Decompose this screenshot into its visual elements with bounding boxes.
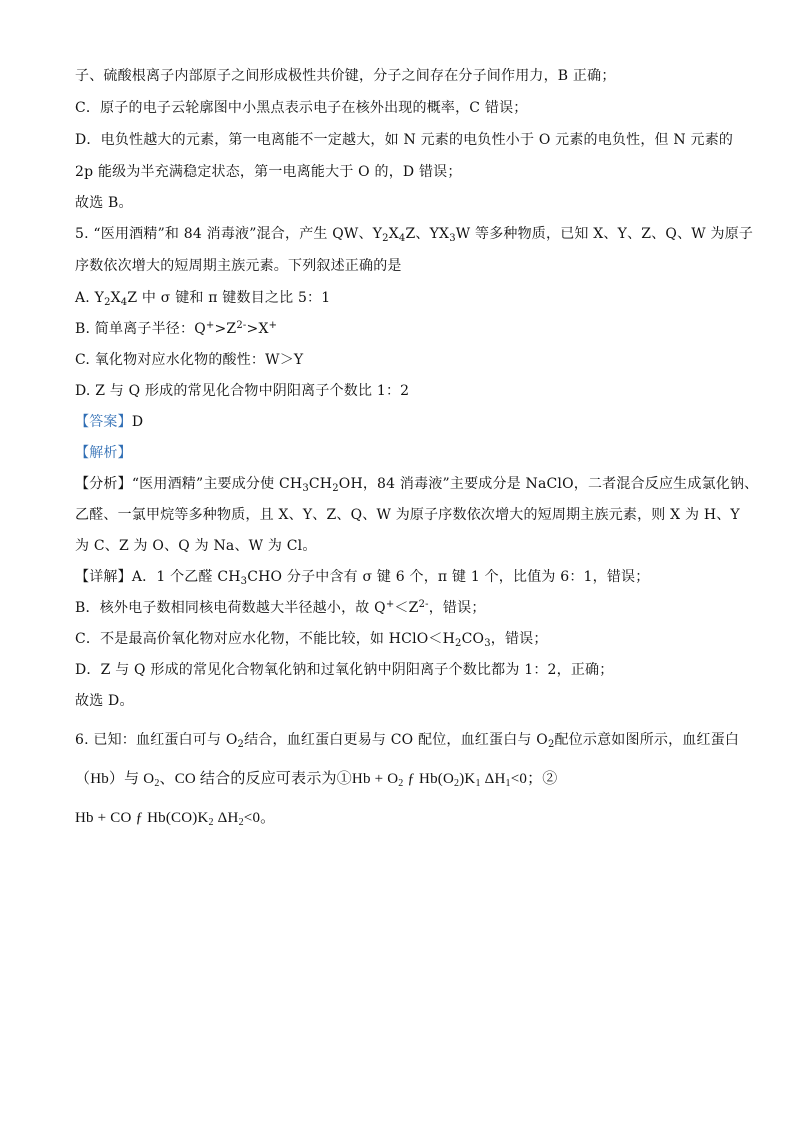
text: 故选 D。 [75,693,134,709]
text: ΔH [213,810,239,826]
subscript: 3 [449,233,456,244]
text: CH [308,476,333,492]
subscript: 3 [484,638,491,649]
text-line [75,130,733,150]
text: 6. 已知：血红蛋白可与 O [75,732,238,748]
subscript: 2 [208,817,214,828]
text-line [75,505,740,525]
answer-tag: 【答案】 [75,414,132,430]
subscript: 2 [382,233,389,244]
text: ，错误； [490,631,548,647]
xiangjie-tag: 【详解】 [75,569,132,585]
text: C. 氧化物对应水化物的酸性：W＞Y [75,352,304,368]
text: CO [461,631,485,647]
question-5-stem: 5. “医用酒精”和 84 消毒液”混合，产生 QW、$Y_2X_4Z$、$YX_3W$ 等多种物质，已知 X、Y、Z、Q、W 为原子 [75,226,754,244]
text: ＜ [394,600,409,616]
text: 序数依次增大的短周期主族元素。下列叙述正确的是 [75,258,402,274]
text-line [75,256,402,276]
superscript: 2- [236,320,247,331]
text: “医用酒精”主要成分使 CH [131,476,303,492]
subscript: 2 [454,778,460,789]
subscript: 4 [120,297,128,308]
analysis-heading [75,443,132,463]
text: )K [459,771,476,787]
text-line [75,629,548,649]
text: Z 中 σ 键和 π 键数目之比 5：1 [127,290,331,306]
equation-line [75,769,557,789]
text: Z [226,321,237,337]
text: 2p 能级为半充满稳定状态，第一电离能大于 O 的，D 错误； [75,164,462,180]
text: Z [408,600,419,616]
text: Z、YX [405,226,450,242]
text-line [75,193,133,213]
subscript: 1 [475,778,481,789]
text: D．电负性越大的元素，第一电离能不一定越大，如 N 元素的电负性小于 O 元素的电负性，但 N 元素的 [75,132,734,148]
subscript: 4 [398,233,406,244]
option-a: A. $Y_2X_4Z$ 中 σ 键和 π 键数目之比 5：1 [75,290,331,308]
text: D．Z 与 Q 形成的常见化合物氧化钠和过氧化钠中阴阳离子个数比都为 1：2，正确； [75,662,614,678]
text: B．核外电子数相同核电荷数越大半径越小，故 Q [75,600,386,616]
text: Hb + CO ƒ Hb(CO)K [75,810,209,826]
text-line [75,536,317,556]
text: 结合，血红蛋白更易与 CO 配位，血红蛋白与 O [244,732,548,748]
text: <0；② [510,771,558,787]
subscript: 2 [455,638,462,649]
subscript: 2 [398,778,404,789]
subscript: 2 [332,483,339,494]
answer-line [75,412,143,432]
superscript: + [385,599,395,610]
option-c [75,350,303,370]
text: 5. “医用酒精”和 84 消毒液”混合，产生 QW、Y [75,226,383,242]
text: CHO 分子中含有 σ 键 6 个，π 键 1 个，比值为 6：1，错误； [247,569,650,585]
text: ΔH [480,771,506,787]
text: <0。 [243,810,276,826]
equation-line [75,808,275,828]
text: ƒ Hb(O [403,771,455,787]
text-line [75,691,134,711]
option-d [75,381,409,401]
text: 子、硫酸根离子内部原子之间形成极性共价键，分子之间存在分子间作用力，B 正确； [75,68,616,84]
text: 配位示意如图所示，血红蛋白 [554,732,740,748]
superscript: + [268,320,278,331]
answer-value: D [131,414,144,430]
text: C．原子的电子云轮廓图中小黑点表示电子在核外出现的概率，C 错误； [75,100,528,116]
text-line [75,98,527,118]
text-line [75,66,616,86]
text: 故选 B。 [75,195,133,211]
subscript: 3 [302,483,309,494]
text: W 等多种物质，已知 X、Y、Z、Q、W 为原子 [455,226,754,242]
text: D. Z 与 Q 形成的常见化合物中阴阳离子个数比 1：2 [75,383,410,399]
analysis-tag: 【解析】 [75,445,132,461]
subscript: 2 [104,297,111,308]
text: 、CO 结合的反应可表示为①Hb + O [159,771,399,787]
text: 乙醛、一氯甲烷等多种物质，且 X、Y、Z、Q、W 为原子序数依次增大的短周期主族元素，则 X 为 H、Y [75,507,740,523]
text: > [214,321,227,337]
subscript: 3 [240,576,248,587]
question-6-stem [75,730,739,750]
text: ，错误； [428,600,486,616]
text: A．1 个乙醛 CH [131,569,241,585]
fenxi-tag: 【分析】 [75,476,132,492]
text-line [75,660,613,680]
subscript: 1 [505,778,511,789]
option-b [75,319,277,339]
superscript: + [205,320,215,331]
text: OH，84 消毒液”主要成分是 NaClO，二者混合反应生成氯化钠、 [338,476,759,492]
text: X [258,321,269,337]
superscript: 2- [418,599,429,610]
text-line [75,162,462,182]
text: > [246,321,259,337]
subscript: 2 [238,817,244,828]
text: 为 C、Z 为 O、Q 为 Na、W 为 Cl。 [75,538,317,554]
text-line [75,598,486,618]
subscript: 2 [547,739,555,750]
xiangjie-line [75,567,649,587]
text: A. Y [75,290,105,306]
fenxi-line [75,474,758,494]
subscript: 2 [154,778,160,789]
text: C．不是最高价氧化物对应水化物，不能比较，如 HClO＜H [75,631,456,647]
text: B. 简单离子半径：Q [75,321,206,337]
text: （Hb）与 O [75,771,155,787]
subscript: 2 [237,739,245,750]
